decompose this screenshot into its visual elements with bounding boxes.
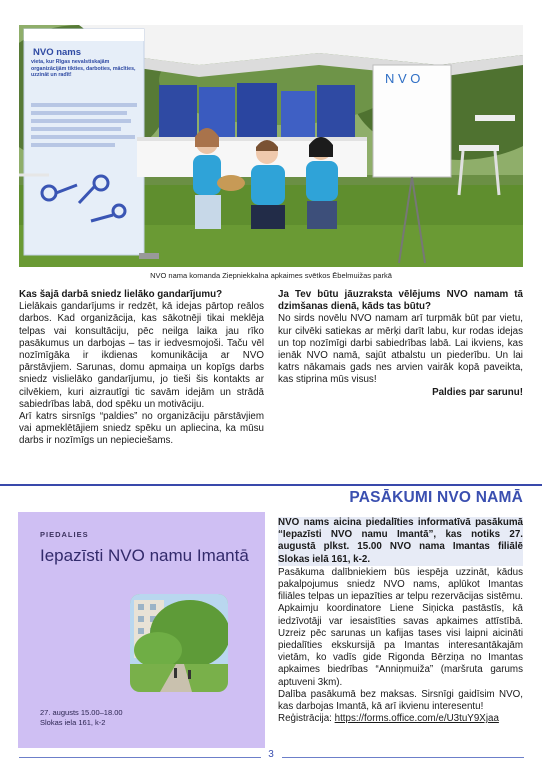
whiteboard-text: N V O [385, 71, 421, 86]
answer-2: No sirds novēlu NVO namam arī turpmāk būt par vietu, kur cilvēki satiekas ar mērķi darīt labu, kur rodas idejas un top nozīmīgi darbi sabiedrības labā. Lai ikviens, kas ienāk NVO namā, sajūt atbalstu un piederību. Un lai katrs nākamais gads nes arvien vairāk kopā paveikta, kas stiprina mūs visus! [278, 313, 523, 386]
team-photo-illustration [19, 25, 523, 267]
poster-address: Slokas iela 161, k-2 [40, 718, 106, 727]
registration-label: Reģistrācija: [278, 713, 335, 725]
thanks-line: Paldies par sarunu! [432, 386, 523, 398]
poster-photo [130, 594, 228, 692]
question-1: Kas šajā darbā sniedz lielāko gandarījumu? [19, 289, 223, 300]
registration-line [278, 713, 523, 725]
event-paragraph-1: Pasākuma dalībniekiem būs iespēja uzzināt, kādus pakalpojumus sniedz NVO nams, aplūkot Imantas filiāles telpas un iepazīties ar telpu rezervācijas sistēmu. Apkaimju koordinatore Liene Siņicka pastāstīs, kā iedzīvotāji var iesaistīties savas apkaimes attīstībā. Uzreiz pēc sarunas un kafijas tases visi laipni aicināti piedalīties ekskursijā pa Imantas interesantākajām vietām, ko vadīs gide Rigonda Bērziņa no Imantas apkaimes biedrības “Anniņmuiža” (maršruta garums aptuveni 3km). [278, 566, 523, 688]
park-photo-illustration [130, 594, 228, 692]
banner-title: NVO nams [33, 47, 82, 58]
banner-subtitle: vieta, kur Rīgas nevalstiskajām organizācijām tikties, darboties, mācīties, uzzināt un radīt! [31, 59, 136, 78]
section-title: PASĀKUMI NVO NAMĀ [349, 489, 523, 506]
question-2: Ja Tev būtu jāuzraksta vēlējums NVO namam tā dzimšanas dienā, kāds tas būtu? [278, 289, 523, 313]
event-poster [18, 512, 265, 748]
poster-kicker: PIEDALIES [40, 530, 89, 539]
answer-1-paragraph-2: Arī katrs sirsnīgs “paldies” no organizāciju pārstāvjiem vai apmeklētājiem sniedz spēku un apliecina, ka mūsu darbs ir nozīmīgs un nepieciešams. [19, 411, 264, 447]
page-number: 3 [268, 749, 274, 760]
team-members [193, 128, 338, 229]
photo-caption: NVO nama komanda Ziepniekkalna apkaimes svētkos Ēbelmuižas parkā [150, 271, 392, 280]
team-photo [19, 25, 523, 267]
interview-left-column [19, 289, 264, 448]
answer-1-paragraph-1: Lielākais gandarījums ir redzēt, kā idejas pārtop reālos darbos. Kad organizācija, kas sākotnēji tikai meklēja telpas vai konsultāciju, pēc neilga laika jau rīko pasākumus un darbojas – tas ir iedvesmojoši. Taču vēl nozīmīgāka ir ikdienas komunikācija ar NVO pārstāvjiem. Sarunas, domu apmaiņa un kopīgs darbs sniedz vislielāko gandarījumu, jo tieši šis kontakts ar cilvēkiem, kuri aizrautīgi tic savām idejām un strādā sabiedrības labā, dod spēku un motivāciju. [19, 301, 264, 410]
event-lead: NVO nams aicina piedalīties informatīvā pasākumā “Iepazīsti NVO namu Imantā”, kas notiks 27. augustā plkst. 15.00 NVO nama Imantas filiālē Slokas ielā 161, k-2. [278, 517, 523, 565]
poster-title: Iepazīsti NVO namu Imantā [40, 546, 249, 565]
section-divider [0, 484, 542, 486]
interview-right-column [278, 289, 523, 399]
event-paragraph-2: Dalība pasākumā bez maksas. Sirsnīgi gaidīsim NVO, kas darbojas Imantā, kā arī ikvienu interesentu! [278, 688, 523, 713]
poster-footer [40, 708, 123, 728]
poster-date: 27. augusts 15.00–18.00 [40, 708, 123, 717]
registration-link[interactable]: https://forms.office.com/e/U3tuY9Xjaa [334, 713, 499, 725]
event-description [278, 517, 523, 725]
